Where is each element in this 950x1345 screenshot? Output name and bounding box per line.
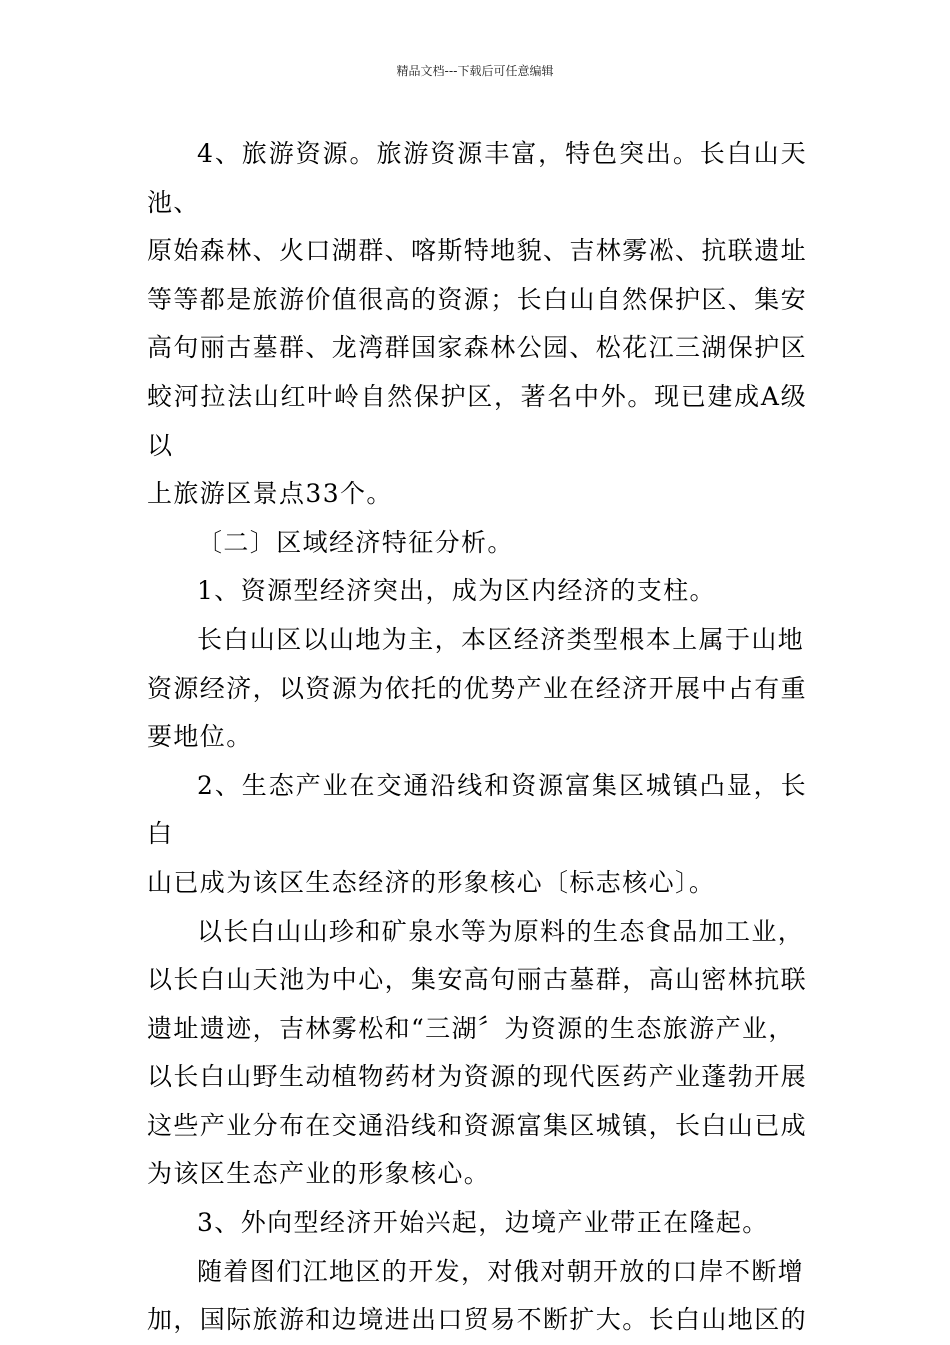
text-line: 加，国际旅游和边境进出口贸易不断扩大。长白山地区的 [147,1305,808,1335]
text-line: 遗址遗迹，吉林雾松和“三湖〞为资源的生态旅游产业， [147,1013,795,1043]
text-line: 要地位。 [147,722,253,752]
text-line: 为该区生态产业的形象核心。 [147,1159,491,1189]
section-heading-regional-economy [147,519,807,568]
text-line: 上旅游区景点33个。 [147,479,393,509]
text-line: 原始森林、火口湖群、喀斯特地貌、吉林雾凇、抗联遗址 [147,236,808,266]
subheading-resource-economy [147,567,807,616]
paragraph-tourism-resources [147,130,807,519]
text-line: 等等都是旅游价值很高的资源；长白山自然保护区、集安 [147,284,808,314]
text-line: 长白山区以山地为主，本区经济类型根本上属于山地 [197,624,805,654]
text-line: 资源经济，以资源为依托的优势产业在经济开展中占有重 [147,673,808,703]
text-line: 山已成为该区生态经济的形象核心〔标志核心〕。 [147,867,716,897]
page-header: 精品文档---下载后可任意编辑 [396,64,554,78]
subheading-outward-economy [147,1199,807,1248]
text-line: 以长白山山珍和矿泉水等为原料的生态食品加工业， [197,916,805,946]
text-line: 以长白山天池为中心，集安高句丽古墓群，高山密林抗联 [147,965,808,995]
text-line: 以长白山野生动植物药材为资源的现代医药产业蓬勃开展 [147,1062,808,1092]
text-line: 随着图们江地区的开发，对俄对朝开放的口岸不断增 [197,1256,805,1286]
text-line: 2、生态产业在交通沿线和资源富集区城镇凸显，长白 [147,770,807,849]
document-body [147,130,807,1345]
paragraph-mountain-economy [147,616,807,762]
text-line: 这些产业分布在交通沿线和资源富集区城镇，长白山已成 [147,1110,808,1140]
text-line: 〔二〕区域经济特征分析。 [197,527,514,557]
text-line: 3、外向型经济开始兴起，边境产业带正在隆起。 [197,1208,769,1238]
paragraph-ecological-industries [147,908,807,1200]
text-line: 蛟河拉法山红叶岭自然保护区，著名中外。现已建成A级以 [147,381,807,460]
subheading-ecological-industry [147,762,807,908]
text-line: 1、资源型经济突出，成为区内经济的支柱。 [197,576,716,606]
paragraph-tumen-development [147,1248,807,1345]
text-line: 4、旅游资源。旅游资源丰富，特色突出。长白山天池、 [147,139,807,217]
text-line: 高句丽古墓群、龙湾群国家森林公园、松花江三湖保护区 [147,333,808,363]
